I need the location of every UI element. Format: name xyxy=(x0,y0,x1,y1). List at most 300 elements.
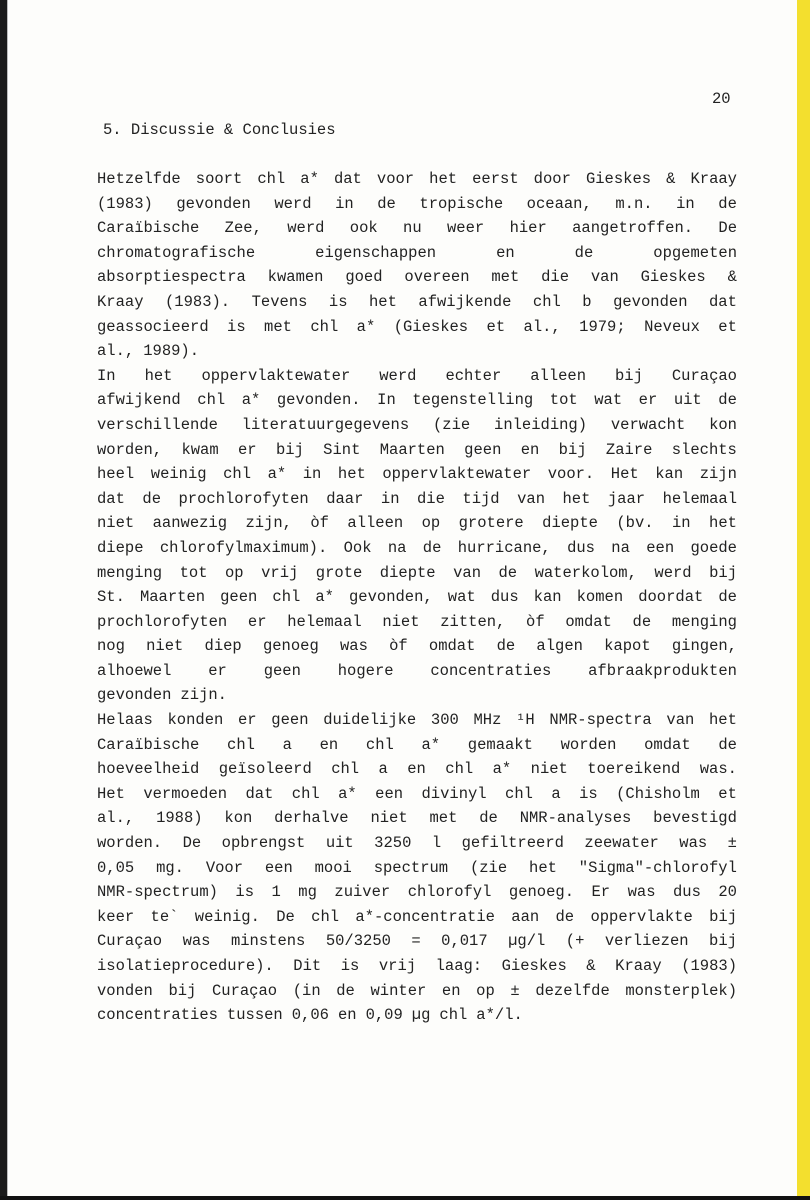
word: kan xyxy=(533,588,562,607)
word: overeen xyxy=(404,268,470,287)
word: chl xyxy=(197,391,226,410)
word: zeewater xyxy=(584,834,659,853)
word: Neveux xyxy=(644,317,700,336)
word: dat xyxy=(708,292,737,311)
word: omdat xyxy=(644,735,691,754)
word: (zie xyxy=(469,858,508,877)
word: eigenschappen xyxy=(315,243,437,262)
word: van xyxy=(666,711,695,730)
word: vrij xyxy=(261,563,299,582)
word: gevonden xyxy=(613,292,688,311)
word: afwijkend xyxy=(97,391,181,410)
word: worden xyxy=(560,735,617,754)
word: Voor xyxy=(205,858,244,877)
word: chlorofyl xyxy=(407,883,492,902)
word: (zie xyxy=(432,415,471,434)
word: (1983). xyxy=(165,292,231,311)
word: de xyxy=(422,538,442,557)
word: inleiding) xyxy=(494,415,588,434)
word: bij xyxy=(168,981,197,1000)
word: kapot xyxy=(604,637,651,656)
word: omdat xyxy=(565,612,612,631)
text-line xyxy=(97,315,737,340)
word: alleen xyxy=(530,366,587,385)
word: 1979; xyxy=(579,317,626,336)
word: een xyxy=(646,538,675,557)
word: zijn. xyxy=(180,686,227,705)
word: weinig. xyxy=(194,907,260,926)
word: hier xyxy=(509,219,547,238)
word: weer xyxy=(447,219,485,238)
word: een xyxy=(375,784,404,803)
text-line xyxy=(97,364,737,389)
word: en xyxy=(337,1006,357,1025)
word: geen xyxy=(464,440,502,459)
word: werd xyxy=(654,563,692,582)
word: in xyxy=(302,465,322,484)
word: met xyxy=(491,268,520,287)
word: wat xyxy=(594,391,623,410)
word: 1988) xyxy=(156,809,203,828)
word: de xyxy=(718,391,737,410)
word: Kraay xyxy=(690,170,737,188)
word: diep xyxy=(204,637,242,656)
word: de xyxy=(718,735,737,754)
text-line xyxy=(97,438,737,463)
word: absorptiespectra xyxy=(97,268,246,287)
word: mooi xyxy=(314,858,352,877)
word: aan xyxy=(511,907,540,926)
word: òf xyxy=(526,612,545,631)
word: niet xyxy=(382,612,420,631)
word: ¹H xyxy=(516,711,535,730)
word: bij xyxy=(615,366,643,385)
word: goed xyxy=(345,268,383,287)
word: a xyxy=(282,735,292,754)
word: was xyxy=(182,932,211,951)
word: daar xyxy=(326,489,364,508)
word: & xyxy=(727,268,737,287)
text-line xyxy=(97,585,737,610)
word: tropische xyxy=(419,194,504,213)
text-line xyxy=(97,511,737,536)
word: tussen xyxy=(226,1006,283,1025)
word: het xyxy=(709,711,737,730)
word: diepe xyxy=(97,538,144,557)
text-line xyxy=(97,733,737,758)
word: derhalve xyxy=(274,809,349,828)
word: voor. xyxy=(547,465,595,484)
word: gingen, xyxy=(671,637,737,656)
word: het xyxy=(429,170,458,188)
word: tijd xyxy=(462,489,500,508)
word: Sint xyxy=(323,440,361,459)
word: tot xyxy=(549,391,578,410)
word: & xyxy=(666,170,676,188)
word: tot xyxy=(179,563,208,582)
word: worden. xyxy=(97,834,163,853)
word: Curaçao xyxy=(97,932,163,951)
word: NMR-spectra xyxy=(549,711,652,730)
text-line xyxy=(97,216,737,241)
word: was xyxy=(339,637,368,656)
word: en xyxy=(441,981,461,1000)
word: Het xyxy=(610,465,639,484)
word: weinig xyxy=(150,465,207,484)
word: hogere xyxy=(337,661,394,680)
word: in xyxy=(672,514,691,533)
word: nu xyxy=(403,219,422,238)
word: met xyxy=(429,809,458,828)
word: geen xyxy=(271,711,309,730)
word: het xyxy=(369,292,397,311)
word: a xyxy=(551,784,561,803)
word: aangetroffen. xyxy=(572,219,694,238)
word: er xyxy=(638,391,658,410)
word: Ook xyxy=(343,538,372,557)
word: et xyxy=(718,784,737,803)
word: grote xyxy=(315,563,363,582)
word: m.n. xyxy=(615,194,653,213)
word: & xyxy=(586,957,596,975)
word: was xyxy=(679,834,708,853)
word: chl xyxy=(272,588,301,607)
word: a* xyxy=(492,760,512,779)
word: (Gieskes xyxy=(393,317,469,336)
word: soort xyxy=(195,170,243,188)
word: a*/l. xyxy=(476,1006,523,1025)
text-line xyxy=(97,856,737,881)
word: Tevens xyxy=(251,292,308,311)
text-line xyxy=(97,782,737,807)
word: chl xyxy=(505,784,533,803)
word: alleen xyxy=(347,514,404,533)
word: een xyxy=(264,858,293,877)
word: heel xyxy=(97,465,135,484)
word: dus xyxy=(490,588,519,607)
word: uit xyxy=(325,834,354,853)
word: Curaçao xyxy=(211,981,278,1000)
word: chl xyxy=(291,784,320,803)
word: van xyxy=(590,268,619,287)
word: de xyxy=(632,612,652,631)
word: oppervlaktewater xyxy=(382,465,532,484)
text-line xyxy=(97,806,737,831)
word: chl xyxy=(227,735,255,754)
text-line xyxy=(97,659,737,684)
word: (in xyxy=(292,981,321,1000)
word: opgemeten xyxy=(653,243,737,262)
word: verliezen xyxy=(604,932,689,951)
word: en xyxy=(319,735,339,754)
word: 50/3250 xyxy=(325,932,391,951)
text-line xyxy=(97,290,737,315)
word: NMR-spectrum) xyxy=(97,883,218,902)
word: niet xyxy=(370,809,408,828)
word: werd xyxy=(287,219,325,238)
word: het xyxy=(337,465,366,484)
word: in xyxy=(380,489,400,508)
word: afwijkende xyxy=(418,292,512,311)
word: op xyxy=(225,563,244,582)
body-text xyxy=(97,167,737,1028)
word: chl xyxy=(331,760,360,779)
word: Kraay xyxy=(615,957,662,975)
word: bij xyxy=(709,932,737,951)
word: de xyxy=(498,563,518,582)
word: (1983) xyxy=(681,957,737,975)
word: dat xyxy=(333,170,362,188)
word: eerst xyxy=(472,170,519,188)
word: de xyxy=(142,489,161,508)
word: Het xyxy=(97,784,125,803)
text-line xyxy=(97,413,737,438)
page-number: 20 xyxy=(712,90,731,108)
word: chl xyxy=(310,317,339,336)
word: op xyxy=(476,981,495,1000)
word: door xyxy=(533,170,571,188)
word: is xyxy=(340,957,360,975)
word: zitten, xyxy=(440,612,506,631)
word: concentraties xyxy=(430,661,552,680)
word: bij xyxy=(709,563,737,582)
word: is xyxy=(227,317,246,336)
word: werd xyxy=(274,194,312,213)
word: Dit xyxy=(293,957,322,975)
word: chl xyxy=(445,760,474,779)
word: a* xyxy=(421,735,441,754)
word: Caraïbische xyxy=(97,735,200,754)
word: werd xyxy=(379,366,417,385)
text-line xyxy=(97,954,737,979)
text-line xyxy=(97,192,737,217)
word: ook xyxy=(349,219,378,238)
scan-border xyxy=(0,1196,810,1200)
section-heading: 5. Discussie & Conclusies xyxy=(103,121,336,139)
word: dus xyxy=(672,883,701,902)
word: dat xyxy=(245,784,274,803)
word: nog xyxy=(97,637,125,656)
word: al., xyxy=(523,317,561,336)
word: a* xyxy=(267,465,287,484)
word: gevonden xyxy=(97,686,172,705)
word: in xyxy=(335,194,354,213)
text-line xyxy=(97,265,737,290)
word: mg. xyxy=(156,858,184,877)
word: In xyxy=(377,391,396,410)
word: al., xyxy=(97,809,135,828)
word: chl xyxy=(223,465,252,484)
word: van xyxy=(517,489,545,508)
word: is xyxy=(328,292,348,311)
word: a* xyxy=(300,170,319,188)
word: geen xyxy=(263,661,301,680)
word: kan xyxy=(655,465,684,484)
word: chl xyxy=(311,907,340,926)
word: a* xyxy=(338,784,357,803)
text-line xyxy=(97,462,737,487)
word: Maarten xyxy=(139,588,206,607)
word: 0,09 xyxy=(365,1006,403,1025)
word: prochlorofyten xyxy=(97,612,228,631)
word: 3250 xyxy=(374,834,412,853)
word: chl xyxy=(439,1006,468,1025)
word: (+ xyxy=(565,932,585,951)
word: doordat xyxy=(638,588,704,607)
word: bij xyxy=(275,440,304,459)
word: niet xyxy=(530,760,568,779)
word: oppervlaktewater xyxy=(201,366,351,385)
word: µg/l xyxy=(508,932,546,951)
word: winter xyxy=(370,981,427,1000)
word: (1983) xyxy=(97,194,153,213)
word: alhoewel xyxy=(97,661,172,680)
word: chl xyxy=(532,292,561,311)
text-line xyxy=(97,905,737,930)
word: 1989). xyxy=(143,342,200,361)
word: niet xyxy=(97,514,135,533)
word: geen xyxy=(220,588,258,607)
text-line xyxy=(97,683,737,708)
word: kon xyxy=(709,415,737,434)
word: in xyxy=(676,194,695,213)
word: de xyxy=(336,981,355,1000)
word: mg xyxy=(298,883,317,902)
word: Zee, xyxy=(224,219,262,238)
word: a* xyxy=(241,391,261,410)
word: oppervlakte xyxy=(590,907,693,926)
word: divinyl xyxy=(421,784,487,803)
word: van xyxy=(453,563,481,582)
word: verschillende xyxy=(97,415,218,434)
word: µg xyxy=(411,1006,431,1025)
word: St. xyxy=(97,588,125,607)
word: genoeg. xyxy=(508,883,575,902)
word: menging xyxy=(97,563,163,582)
word: de xyxy=(479,809,498,828)
word: er xyxy=(247,612,267,631)
word: De xyxy=(182,834,202,853)
word: aanwezig xyxy=(152,514,228,533)
word: helemaal xyxy=(287,612,362,631)
word: voor xyxy=(376,170,415,188)
word: Er xyxy=(591,883,611,902)
word: worden, xyxy=(97,440,163,459)
word: uit xyxy=(673,391,702,410)
word: het xyxy=(709,514,737,533)
word: Gieskes xyxy=(501,957,567,975)
word: dus xyxy=(567,538,595,557)
word: toereikend xyxy=(587,760,681,779)
word: algen xyxy=(536,637,583,656)
word: de xyxy=(718,588,737,607)
text-line xyxy=(97,634,737,659)
word: De xyxy=(718,219,737,238)
word: oceaan, xyxy=(526,194,592,213)
word: bevestigd xyxy=(653,809,737,828)
word: waterkolom, xyxy=(534,563,637,582)
word: en xyxy=(407,760,426,779)
word: was. xyxy=(699,760,737,779)
word: (Chisholm xyxy=(616,784,700,803)
word: NMR-analyses xyxy=(519,809,632,828)
word: opbrengst xyxy=(221,834,306,853)
word: jaar xyxy=(607,489,646,508)
word: spectrum xyxy=(373,858,449,877)
word: er xyxy=(238,440,257,459)
word: geïsoleerd xyxy=(218,760,312,779)
word: menging xyxy=(671,612,737,631)
word: 20 xyxy=(718,883,737,902)
word: 1 xyxy=(271,883,281,902)
word: en xyxy=(496,243,515,262)
word: geassocieerd xyxy=(97,317,209,336)
word: de xyxy=(377,194,396,213)
word: = xyxy=(411,932,421,951)
text-line xyxy=(97,339,737,364)
word: concentraties xyxy=(97,1006,218,1025)
word: grotere xyxy=(458,514,524,533)
word: omdat xyxy=(428,637,476,656)
word: het xyxy=(144,366,173,385)
word: gevonden, xyxy=(349,588,433,607)
word: "Sigma"-chlorofyl xyxy=(578,858,737,877)
word: òf xyxy=(310,514,329,533)
word: na xyxy=(387,538,407,557)
word: de xyxy=(496,637,516,656)
word: de xyxy=(718,194,737,213)
word: et xyxy=(718,317,737,336)
text-line xyxy=(97,610,737,635)
word: a*-concentratie xyxy=(355,907,495,926)
word: chl xyxy=(365,735,394,754)
word: òf xyxy=(389,637,408,656)
word: en xyxy=(520,440,540,459)
text-line xyxy=(97,831,737,856)
word: (bv. xyxy=(616,514,654,533)
word: 300 xyxy=(430,711,459,730)
word: 0,017 xyxy=(441,932,488,951)
word: Gieskes xyxy=(640,268,706,287)
word: het xyxy=(562,489,591,508)
word: monsterplek) xyxy=(625,981,737,1000)
word: vonden xyxy=(97,981,153,1000)
word: konden xyxy=(167,711,224,730)
word: gevonden xyxy=(176,194,251,213)
word: te` xyxy=(150,907,179,926)
text-line xyxy=(97,561,737,586)
word: Maarten xyxy=(379,440,445,459)
word: komen xyxy=(576,588,624,607)
word: helemaal xyxy=(662,489,737,508)
word: Gieskes xyxy=(585,170,652,188)
word: bij xyxy=(709,907,737,926)
word: dezelfde xyxy=(535,981,610,1000)
word: keer xyxy=(97,907,135,926)
word: chlorofylmaximum). xyxy=(159,538,328,557)
word: gemaakt xyxy=(467,735,533,754)
word: er xyxy=(238,711,257,730)
word: MHz xyxy=(473,711,502,730)
word: ± xyxy=(727,834,737,853)
text-line xyxy=(97,880,737,905)
word: met xyxy=(264,317,292,336)
word: niet xyxy=(146,637,184,656)
word: verwacht xyxy=(610,415,686,434)
word: tegenstelling xyxy=(412,391,534,410)
word: op xyxy=(421,514,441,533)
word: genoeg xyxy=(262,637,319,656)
